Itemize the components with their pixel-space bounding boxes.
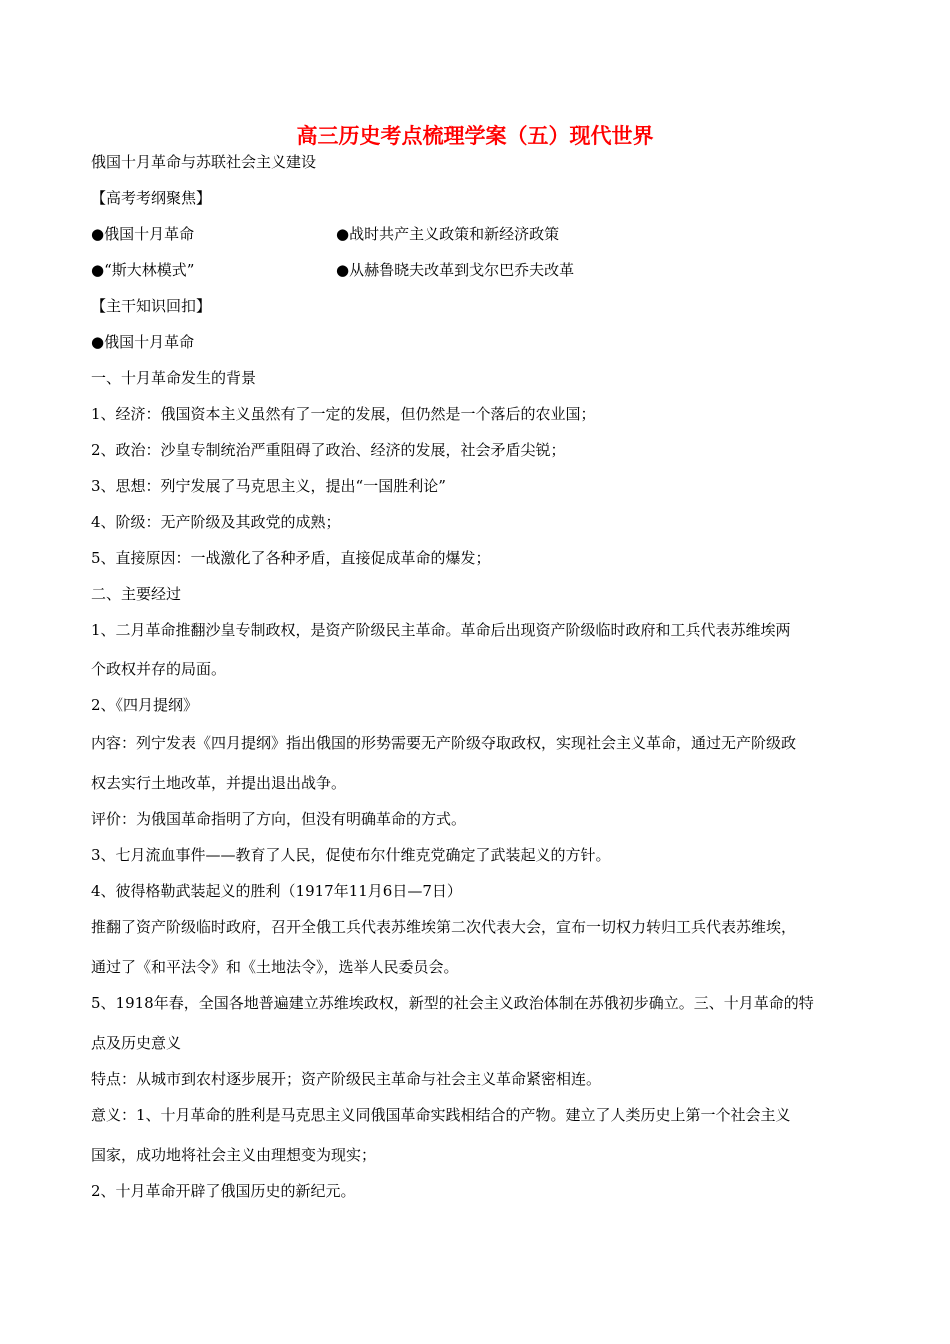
focus-row-2 [91, 259, 791, 281]
text-line: 3、七月流血事件——教育了人民，促使布尔什维克党确定了武装起义的方针。 [91, 846, 611, 864]
text-line: 5、直接原因：一战激化了各种矛盾，直接促成革命的爆发； [91, 549, 491, 567]
text-line: 意义：1、十月革命的胜利是马克思主义同俄国革命实践相结合的产物。建立了人类历史上第一个社会主义 [91, 1106, 791, 1124]
page-title: 高三历史考点梳理学案（五）现代世界 [296, 124, 654, 148]
text-line: 2、十月革命开辟了俄国历史的新纪元。 [91, 1182, 356, 1200]
review-topic: ●俄国十月革命 [91, 333, 195, 351]
text-line: 权去实行土地改革，并提出退出战争。 [91, 774, 347, 792]
text-line: 1、经济：俄国资本主义虽然有了一定的发展，但仍然是一个落后的农业国； [91, 405, 596, 423]
focus-heading: 【高考考纲聚焦】 [91, 189, 212, 207]
text-line: 通过了《和平法令》和《土地法令》，选举人民委员会。 [91, 958, 459, 976]
text-line: 推翻了资产阶级临时政府，召开全俄工兵代表苏维埃第二次代表大会，宣布一切权力转归工兵代表苏维埃， [91, 918, 797, 936]
text-line: 4、彼得格勒武装起义的胜利（1917年11月6日—7日） [91, 882, 462, 900]
focus-row-1 [91, 223, 791, 245]
focus-item-reforms: ●从赫鲁晓夫改革到戈尔巴乔夫改革 [336, 261, 575, 279]
text-line: 特点：从城市到农村逐步展开；资产阶级民主革命与社会主义革命紧密相连。 [91, 1070, 602, 1088]
text-line: 国家，成功地将社会主义由理想变为现实； [91, 1146, 377, 1164]
text-line: 2、政治：沙皇专制统治严重阻碍了政治、经济的发展，社会矛盾尖锐； [91, 441, 566, 459]
text-line: 4、阶级：无产阶级及其政党的成熟； [91, 513, 341, 531]
text-line: 5、1918年春，全国各地普遍建立苏维埃政权，新型的社会主义政治体制在苏俄初步确立。三、十月革命的特 [91, 994, 814, 1012]
text-line: 个政权并存的局面。 [91, 660, 227, 678]
focus-item-war-communism: ●战时共产主义政策和新经济政策 [336, 225, 560, 243]
review-heading: 【主干知识回扣】 [91, 297, 212, 315]
subtitle: 俄国十月革命与苏联社会主义建设 [91, 153, 317, 171]
focus-item-stalin-model: ●“斯大林模式” [91, 261, 195, 279]
text-line: 2、《四月提纲》 [91, 696, 199, 714]
text-line: 内容：列宁发表《四月提纲》指出俄国的形势需要无产阶级夺取政权，实现社会主义革命，通过无产阶级政 [91, 734, 797, 752]
text-line: 二、主要经过 [91, 585, 182, 603]
focus-item-october-revolution: ●俄国十月革命 [91, 225, 195, 243]
text-line: 点及历史意义 [91, 1034, 182, 1052]
text-line: 1、二月革命推翻沙皇专制政权，是资产阶级民主革命。革命后出现资产阶级临时政府和工兵代表苏维埃两 [91, 621, 791, 639]
text-line: 3、思想：列宁发展了马克思主义，提出“一国胜利论” [91, 477, 446, 495]
text-line: 评价：为俄国革命指明了方向，但没有明确革命的方式。 [91, 810, 467, 828]
text-line: 一、十月革命发生的背景 [91, 369, 257, 387]
